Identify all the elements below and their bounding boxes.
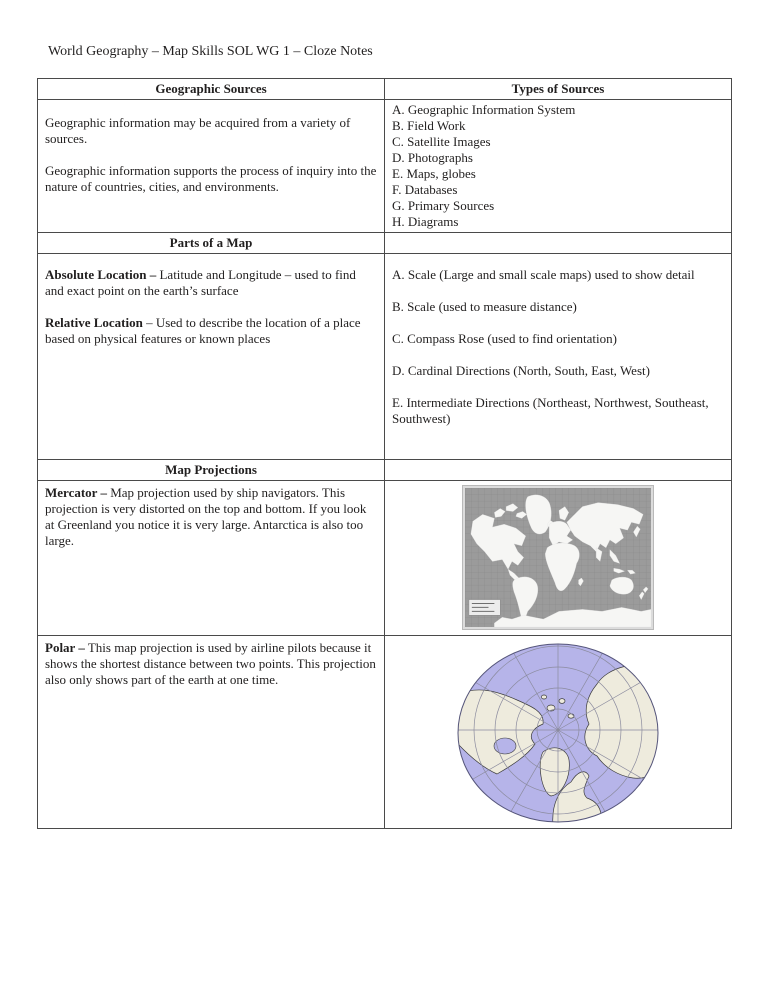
sources-list [392, 102, 724, 230]
definition-text: – Used to describe the location of a place based on physical features or known places [45, 315, 361, 346]
table-row [38, 254, 732, 460]
polar-image-cell [385, 636, 732, 829]
definition [45, 315, 377, 347]
list-item: D. Cardinal Directions (North, South, East, West) [392, 363, 650, 378]
polar-text-cell [38, 636, 385, 829]
types-of-sources-cell [385, 100, 732, 233]
definition [45, 640, 377, 688]
list-item: E. Intermediate Directions (Northeast, Northwest, Southeast, Southwest) [392, 395, 709, 426]
list-item: A. Geographic Information System [392, 102, 576, 117]
definition-term: Relative Location [45, 315, 143, 330]
paragraph: Geographic information may be acquired from a variety of sources. [45, 115, 351, 146]
definition-text: This map projection is used by airline pilots because it shows the shortest distance between two points. This projection also only shows part of the earth at one time. [45, 640, 376, 687]
page-title: World Geography – Map Skills SOL WG 1 – Cloze Notes [48, 44, 373, 59]
table-row [38, 233, 732, 254]
empty-cell [385, 460, 732, 481]
list-item: D. Photographs [392, 150, 473, 165]
list-item: B. Field Work [392, 118, 466, 133]
geographic-sources-cell [38, 100, 385, 233]
definition-text: Map projection used by ship navigators. This projection is very distorted on the top and bottom. If you look at Greenland you notice it is very large. Antarctica is also too large. [45, 485, 367, 548]
list-item: C. Satellite Images [392, 134, 491, 149]
empty-cell [385, 233, 732, 254]
definition-term: Polar – [45, 640, 85, 655]
polar-globe-image [455, 642, 661, 824]
map-parts-cell [385, 254, 732, 460]
notes-table [37, 78, 732, 829]
definition-text: Latitude and Longitude – used to find and exact point on the earth’s surface [45, 267, 356, 298]
mercator-map-image [463, 486, 653, 629]
locations-cell [38, 254, 385, 460]
geographic-sources-header: Geographic Sources [38, 79, 385, 100]
list-item: G. Primary Sources [392, 198, 495, 213]
mercator-image-cell [385, 481, 732, 636]
table-row [38, 79, 732, 100]
parts-of-a-map-header: Parts of a Map [38, 233, 385, 254]
table-row [38, 481, 732, 636]
paragraph: Geographic information supports the process of inquiry into the nature of countries, cities, and environments. [45, 163, 377, 194]
list-item: A. Scale (Large and small scale maps) used to show detail [392, 267, 695, 282]
definition-term: Mercator – [45, 485, 107, 500]
definition [45, 267, 377, 299]
map-projections-header: Map Projections [38, 460, 385, 481]
mercator-text-cell [38, 481, 385, 636]
definition-term: Absolute Location – [45, 267, 157, 282]
list-item: E. Maps, globes [392, 166, 476, 181]
list-item: H. Diagrams [392, 214, 459, 229]
table-row [38, 636, 732, 829]
types-of-sources-header: Types of Sources [385, 79, 732, 100]
list-item: B. Scale (used to measure distance) [392, 299, 577, 314]
table-row [38, 460, 732, 481]
table-row [38, 100, 732, 233]
definition [45, 485, 377, 549]
list-item: F. Databases [392, 182, 458, 197]
list-item: C. Compass Rose (used to find orientation) [392, 331, 617, 346]
